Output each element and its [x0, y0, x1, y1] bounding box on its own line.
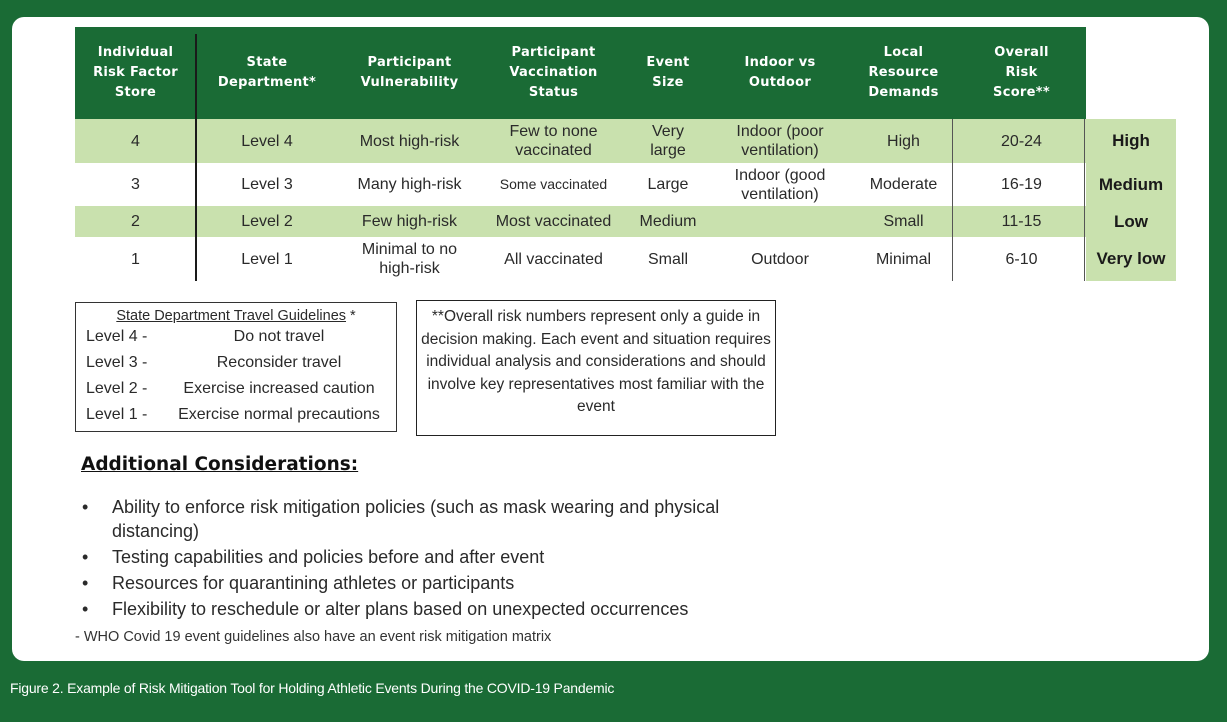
list-item-text: Testing capabilities and policies before and after event: [112, 547, 545, 567]
list-item-text: Resources for quarantining athletes or participants: [112, 573, 515, 593]
column-divider: [195, 34, 197, 281]
cell-event-size: Small: [647, 250, 688, 268]
guideline-text: Reconsider travel: [216, 354, 342, 371]
cell-risk-factor: 4: [131, 132, 140, 150]
list-item-text: Ability to enforce risk mitigation policies (such as mask wearing and physical distancing): [112, 497, 720, 541]
cell-vulnerability: Minimal to no high-risk: [361, 241, 458, 277]
cell-event-size: Medium: [639, 213, 697, 230]
cell-indoor-outdoor: Indoor (good ventilation): [734, 166, 826, 203]
list-item: [82, 495, 782, 543]
cell-overall-score: 16-19: [1001, 176, 1042, 193]
cell-event-size: Large: [647, 176, 689, 193]
considerations-list: [82, 495, 782, 623]
cell-event-size: Very large: [650, 123, 686, 159]
bullet-icon: •: [82, 573, 89, 593]
table-row: [75, 237, 1176, 281]
additional-considerations-heading: Additional Considerations:: [81, 454, 359, 475]
header-event-size: Event Size: [646, 55, 690, 90]
header-state-department: State Department*: [217, 55, 317, 90]
list-item: [82, 597, 782, 621]
header-indoor-outdoor: Indoor vs Outdoor: [744, 55, 816, 90]
guideline-row: [76, 402, 396, 428]
cell-indoor-outdoor: [710, 206, 850, 237]
guidelines-title-text: State Department Travel Guidelines: [116, 308, 347, 324]
guideline-row: [76, 324, 396, 350]
risk-level-tag: High: [1086, 119, 1176, 163]
guideline-text: Do not travel: [233, 328, 325, 345]
table-row: [75, 119, 1176, 163]
header-vaccination-status: Participant Vaccination Status: [509, 45, 598, 100]
figure-caption: Figure 2. Example of Risk Mitigation Tool for Holding Athletic Events During the COVID-19 Pandemic: [10, 680, 615, 696]
risk-level-tag: Very low: [1086, 237, 1176, 281]
cell-vaccination: Some vaccinated: [499, 176, 608, 192]
guideline-level: Level 2 -: [86, 380, 148, 397]
list-item: [82, 571, 782, 595]
cell-state-department: Level 2: [241, 213, 293, 230]
tag-divider: [1084, 119, 1085, 281]
risk-level-tag: Medium: [1086, 163, 1176, 206]
list-item: [82, 545, 782, 569]
guideline-row: [76, 350, 396, 376]
cell-indoor-outdoor: Outdoor: [751, 250, 809, 268]
cell-vulnerability: Most high-risk: [359, 132, 460, 150]
travel-guidelines-box: [75, 302, 397, 432]
cell-indoor-outdoor: Indoor (poor ventilation): [736, 123, 824, 159]
cell-resource-demands: High: [887, 132, 920, 150]
table-body: [75, 119, 1176, 281]
bullet-icon: •: [82, 497, 89, 517]
who-footnote: - WHO Covid 19 event guidelines also have an event risk mitigation matrix: [75, 629, 552, 645]
header-participant-vulnerability: Participant Vulnerability: [360, 55, 459, 90]
cell-resource-demands: Small: [883, 213, 924, 230]
cell-state-department: Level 4: [241, 132, 293, 150]
cell-resource-demands: Moderate: [869, 176, 938, 193]
cell-overall-score: 20-24: [1001, 132, 1042, 150]
header-overall-score: Overall Risk Score**: [993, 45, 1050, 100]
guideline-level: Level 3 -: [86, 354, 148, 371]
cell-overall-score: 11-15: [1001, 213, 1042, 230]
guideline-level: Level 1 -: [86, 406, 148, 423]
cell-vaccination: Few to none vaccinated: [509, 123, 598, 159]
guidelines-title-mark: *: [346, 308, 356, 324]
table-row: [75, 163, 1176, 206]
header-resource-demands: Local Resource Demands: [868, 45, 939, 100]
cell-resource-demands: Minimal: [875, 250, 932, 268]
guidelines-title: [76, 308, 396, 324]
cell-vulnerability: Many high-risk: [357, 176, 462, 193]
risk-level-tag: Low: [1086, 206, 1176, 237]
bullet-icon: •: [82, 547, 89, 567]
table-row: [75, 206, 1176, 237]
score-divider: [952, 119, 953, 281]
guideline-text: Exercise increased caution: [183, 380, 375, 397]
cell-vaccination: Most vaccinated: [495, 213, 612, 230]
cell-risk-factor: 2: [131, 213, 140, 230]
guideline-level: Level 4 -: [86, 328, 148, 345]
cell-state-department: Level 1: [241, 250, 293, 268]
cell-risk-factor: 1: [131, 250, 140, 268]
bullet-icon: •: [82, 599, 89, 619]
guideline-row: [76, 376, 396, 402]
cell-risk-factor: 3: [131, 176, 140, 193]
cell-overall-score: 6-10: [1005, 250, 1038, 268]
guideline-text: Exercise normal precautions: [178, 406, 380, 423]
figure-card: [12, 17, 1209, 661]
risk-score-note: **Overall risk numbers represent only a guide in decision making. Each event and situation requires individual analysis and considerations and should involve key representatives most familiar with the event: [416, 300, 776, 436]
table-header: [75, 27, 1086, 119]
list-item-text: Flexibility to reschedule or alter plans based on unexpected occurrences: [112, 599, 689, 619]
cell-vulnerability: Few high-risk: [361, 213, 458, 230]
cell-vaccination: All vaccinated: [504, 250, 603, 268]
header-risk-factor: Individual Risk Factor Store: [93, 45, 178, 100]
cell-state-department: Level 3: [241, 176, 293, 193]
